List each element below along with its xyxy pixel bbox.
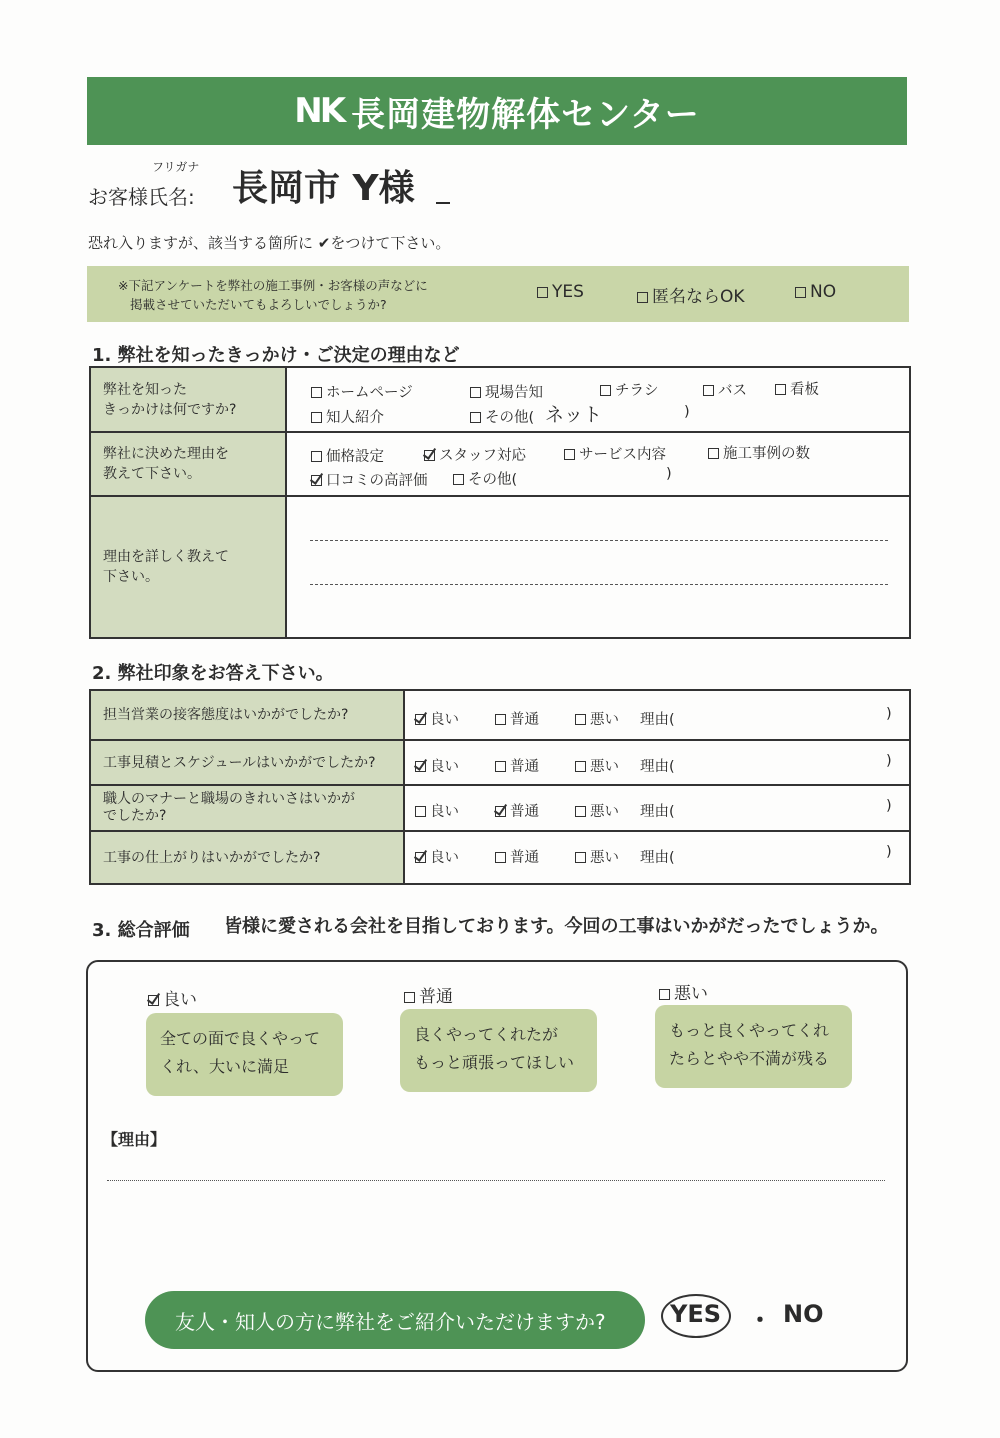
paren-close: ) (886, 844, 892, 860)
company-logo: NK (294, 91, 344, 131)
impression-option-good[interactable]: 良い (415, 708, 459, 729)
impression-option-normal[interactable]: 普通 (495, 708, 539, 729)
checkbox-icon (495, 761, 506, 772)
consent-line-2: 掲載させていただいてもよろしいでしょうか? (130, 297, 387, 312)
impression-option-good[interactable]: 良い (415, 755, 459, 776)
checked-icon (495, 806, 506, 817)
impression-option-bad[interactable]: 悪い (575, 800, 619, 821)
option-bus[interactable]: バス (703, 379, 747, 400)
impression-option-normal[interactable]: 普通 (495, 846, 539, 867)
impression-option-bad[interactable]: 悪い (575, 708, 619, 729)
referral-yes[interactable]: YES (670, 1300, 722, 1328)
impression-question: 担当営業の接客態度はいかがでしたか? (90, 690, 404, 740)
consent-anonymous-checkbox[interactable]: 匿名ならOK (637, 282, 745, 307)
section-3-title: 3. 総合評価 (92, 920, 190, 941)
option-other[interactable]: その他( (470, 406, 534, 427)
paren-close: ) (666, 466, 672, 482)
referral-no[interactable]: NO (783, 1300, 824, 1328)
option-homepage[interactable]: ホームページ (311, 381, 413, 402)
checkbox-icon (575, 852, 586, 863)
option-staff[interactable]: スタッフ対応 (424, 444, 526, 465)
overall-good-card: 全ての面で良くやって くれ、大いに満足 (146, 1013, 343, 1096)
checkbox-icon (415, 806, 426, 817)
customer-name-label: お客様氏名: (88, 185, 195, 209)
q3-label: 理由を詳しく教えて 下さい。 (90, 496, 286, 638)
impression-option-reason[interactable]: 理由( (640, 850, 675, 866)
checked-icon (415, 761, 426, 772)
impression-option-reason[interactable]: 理由( (640, 804, 675, 820)
checkbox-icon (637, 292, 648, 303)
impression-option-good[interactable]: 良い (415, 846, 459, 867)
paren-close: ) (684, 404, 690, 420)
furigana-label: フリガナ (152, 160, 200, 174)
option-site-notice[interactable]: 現場告知 (470, 381, 543, 402)
reason-line-2[interactable] (310, 584, 888, 585)
checked-icon (415, 714, 426, 725)
option-service[interactable]: サービス内容 (564, 443, 666, 464)
checked-icon (311, 475, 322, 486)
consent-no-checkbox[interactable]: NO (795, 282, 836, 302)
impression-option-bad[interactable]: 悪い (575, 846, 619, 867)
checked-icon (415, 852, 426, 863)
paren-close: ) (886, 753, 892, 769)
overall-normal-card: 良くやってくれたが もっと頑張ってほしい (400, 1009, 597, 1092)
checked-icon (148, 995, 159, 1006)
impression-option-reason[interactable]: 理由( (640, 712, 675, 728)
reason-label: 【理由】 (102, 1130, 167, 1149)
option-acquaintance[interactable]: 知人紹介 (311, 406, 384, 427)
checkbox-icon (575, 714, 586, 725)
section-1-title: 1. 弊社を知ったきっかけ・ご決定の理由など (92, 345, 460, 366)
paren-close: ) (886, 798, 892, 814)
overall-bad-checkbox[interactable]: 悪い (659, 979, 708, 1004)
overall-good-checkbox[interactable]: 良い (148, 985, 197, 1010)
company-name: 長岡建物解体センター (351, 94, 700, 135)
impression-question: 職人のマナーと職場のきれいさはいかが でしたか? (90, 785, 404, 831)
consent-line-1: ※下記アンケートを弊社の施工事例・お客様の声などに (118, 278, 428, 293)
impression-option-normal[interactable]: 普通 (495, 755, 539, 776)
option-case-count[interactable]: 施工事例の数 (708, 442, 810, 463)
customer-name-value[interactable]: 長岡市 Y様 (232, 168, 415, 209)
checkbox-icon (575, 761, 586, 772)
checkbox-icon (795, 287, 806, 298)
impression-option-normal[interactable]: 普通 (495, 800, 539, 821)
checkbox-icon (495, 852, 506, 863)
referral-dot: ・ (748, 1306, 772, 1334)
checkbox-icon (537, 287, 548, 298)
consent-yes-checkbox[interactable]: YES (537, 282, 584, 302)
header-bar (87, 77, 907, 145)
section-3-subtitle: 皆様に愛される会社を目指しております。今回の工事はいかがだったでしょうか。 (224, 916, 889, 937)
option-price[interactable]: 価格設定 (311, 445, 384, 466)
overall-reason-line[interactable] (107, 1180, 885, 1181)
consent-question (118, 276, 428, 314)
reason-line-1[interactable] (310, 540, 888, 541)
section-2-title: 2. 弊社印象をお答え下さい。 (92, 663, 334, 684)
other-value-handwritten: ネット (545, 404, 603, 426)
impression-question: 工事見積とスケジュールはいかがでしたか? (90, 740, 404, 785)
q2-label: 弊社に決めた理由を 教えて下さい。 (90, 432, 286, 496)
q1-label: 弊社を知った きっかけは何ですか? (90, 367, 286, 432)
option-signboard[interactable]: 看板 (775, 378, 819, 399)
referral-question-pill: 友人・知人の方に弊社をご紹介いただけますか? (145, 1291, 645, 1349)
overall-bad-card: もっと良くやってくれ たらとやや不満が残る (655, 1005, 852, 1088)
impression-option-reason[interactable]: 理由( (640, 759, 675, 775)
option-reviews[interactable]: 口コミの高評価 (311, 469, 428, 490)
option-other-2[interactable]: その他( (453, 468, 517, 489)
checkbox-icon (495, 714, 506, 725)
impression-question: 工事の仕上がりはいかがでしたか? (90, 831, 404, 884)
name-underline (436, 202, 450, 204)
impression-option-bad[interactable]: 悪い (575, 755, 619, 776)
impression-option-good[interactable]: 良い (415, 800, 459, 821)
instruction-text: 恐れ入りますが、該当する箇所に ✔をつけて下さい。 (88, 234, 451, 252)
option-flyer[interactable]: チラシ (600, 379, 659, 400)
overall-normal-checkbox[interactable]: 普通 (404, 982, 453, 1007)
checkbox-icon (575, 806, 586, 817)
paren-close: ) (886, 706, 892, 722)
checked-icon (424, 450, 435, 461)
